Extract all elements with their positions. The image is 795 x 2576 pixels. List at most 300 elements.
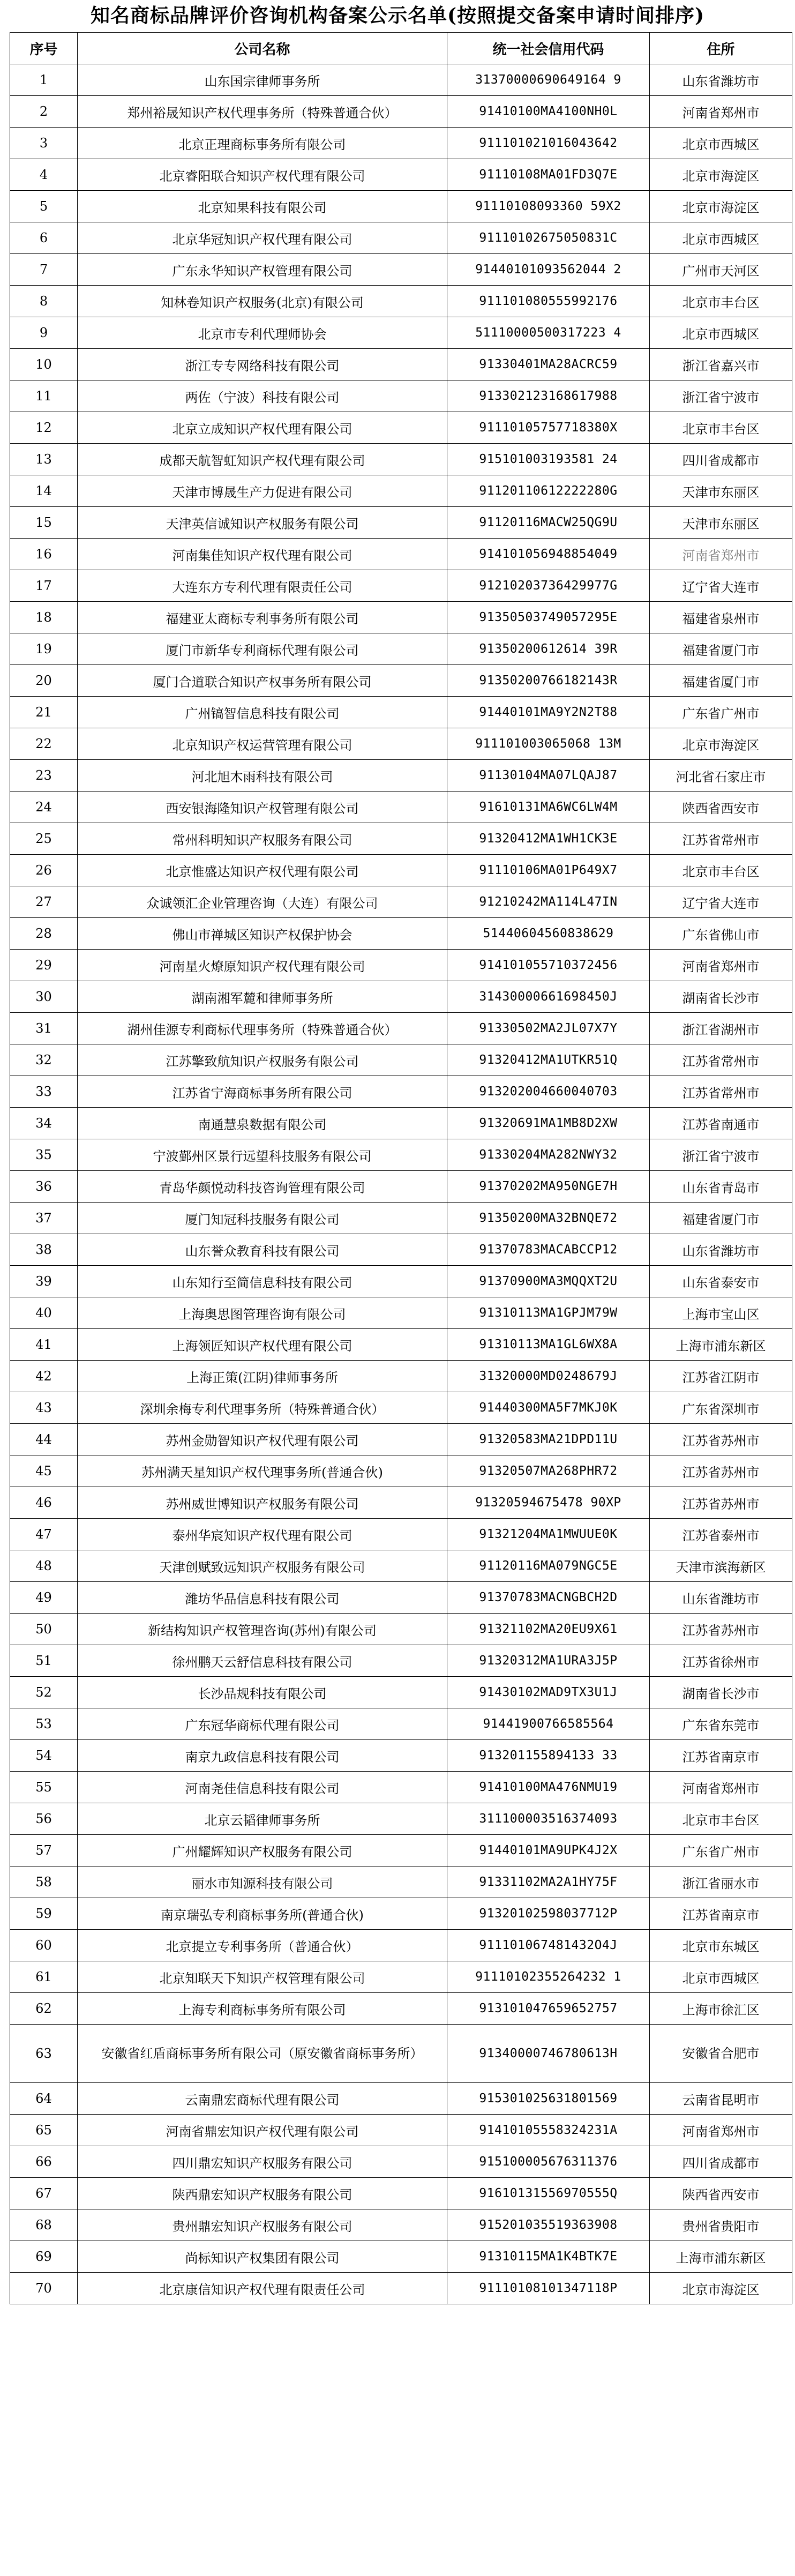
cell-address: 广东省深圳市 xyxy=(650,1392,792,1424)
cell-credit-code: 91320412MA1WH1CK3E xyxy=(447,823,650,855)
cell-address: 湖南省长沙市 xyxy=(650,981,792,1013)
cell-credit-code: 91130104MA07LQAJ87 xyxy=(447,760,650,792)
cell-credit-code: 91320583MA21DPD11U xyxy=(447,1424,650,1455)
cell-credit-code: 91120116MACW25QG9U xyxy=(447,507,650,539)
cell-company-name: 苏州金勋智知识产权代理有限公司 xyxy=(78,1424,447,1455)
cell-no: 17 xyxy=(10,570,78,602)
table-row xyxy=(10,1139,792,1171)
cell-no: 28 xyxy=(10,918,78,950)
cell-credit-code: 91330204MA282NWY32 xyxy=(447,1139,650,1171)
cell-address: 江苏省苏州市 xyxy=(650,1614,792,1645)
cell-no: 25 xyxy=(10,823,78,855)
header-credit-code: 统一社会信用代码 xyxy=(447,33,650,64)
cell-company-name: 河南尧佳信息科技有限公司 xyxy=(78,1772,447,1803)
table-body xyxy=(10,64,792,2304)
cell-address: 山东省潍坊市 xyxy=(650,1582,792,1614)
cell-no: 50 xyxy=(10,1614,78,1645)
registry-table xyxy=(10,32,792,2304)
cell-credit-code: 91430102MAD9TX3U1J xyxy=(447,1677,650,1708)
cell-credit-code: 31370000690649164 9 xyxy=(447,64,650,96)
cell-company-name: 山东誉众教育科技有限公司 xyxy=(78,1234,447,1266)
cell-credit-code: 915100005676311376 xyxy=(447,2146,650,2178)
cell-no: 57 xyxy=(10,1835,78,1866)
cell-credit-code: 91440101MA9Y2N2T88 xyxy=(447,697,650,728)
cell-address: 江苏省苏州市 xyxy=(650,1424,792,1455)
cell-credit-code: 91440101MA9UPK4J2X xyxy=(447,1835,650,1866)
cell-no: 65 xyxy=(10,2115,78,2146)
cell-credit-code: 91370783MACABCCP12 xyxy=(447,1234,650,1266)
cell-no: 63 xyxy=(10,2025,78,2083)
cell-credit-code: 31320000MD0248679J xyxy=(447,1361,650,1392)
cell-company-name: 新结构知识产权管理咨询(苏州)有限公司 xyxy=(78,1614,447,1645)
table-row xyxy=(10,64,792,96)
cell-company-name: 南通慧泉数据有限公司 xyxy=(78,1108,447,1139)
cell-no: 39 xyxy=(10,1266,78,1297)
cell-address: 江苏省南通市 xyxy=(650,1108,792,1139)
cell-credit-code: 913101047659652757 xyxy=(447,1993,650,2025)
cell-company-name: 宁波鄞州区景行远望科技服务有限公司 xyxy=(78,1139,447,1171)
table-row xyxy=(10,222,792,254)
cell-credit-code: 91120116MA079NGC5E xyxy=(447,1550,650,1582)
cell-no: 48 xyxy=(10,1550,78,1582)
cell-address: 江苏省苏州市 xyxy=(650,1455,792,1487)
cell-credit-code: 915101003193581 24 xyxy=(447,444,650,475)
cell-address: 天津市滨海新区 xyxy=(650,1550,792,1582)
cell-no: 33 xyxy=(10,1076,78,1108)
cell-credit-code: 311100003516374093 xyxy=(447,1803,650,1835)
cell-no: 59 xyxy=(10,1898,78,1930)
cell-address: 北京市西城区 xyxy=(650,222,792,254)
cell-no: 52 xyxy=(10,1677,78,1708)
table-row xyxy=(10,475,792,507)
cell-company-name: 浙江专专网络科技有限公司 xyxy=(78,349,447,380)
table-row xyxy=(10,412,792,444)
table-row xyxy=(10,1424,792,1455)
cell-address: 江苏省徐州市 xyxy=(650,1645,792,1677)
cell-address: 北京市东城区 xyxy=(650,1930,792,1961)
cell-company-name: 上海专利商标事务所有限公司 xyxy=(78,1993,447,2025)
cell-address: 北京市海淀区 xyxy=(650,191,792,222)
cell-address: 福建省厦门市 xyxy=(650,665,792,697)
cell-address: 广东省广州市 xyxy=(650,1835,792,1866)
cell-address: 浙江省宁波市 xyxy=(650,380,792,412)
cell-credit-code: 91370900MA3MQQXT2U xyxy=(447,1266,650,1297)
table-row xyxy=(10,823,792,855)
table-row xyxy=(10,159,792,191)
cell-address: 江苏省南京市 xyxy=(650,1740,792,1772)
cell-no: 8 xyxy=(10,286,78,317)
cell-no: 40 xyxy=(10,1297,78,1329)
table-row xyxy=(10,1519,792,1550)
cell-no: 31 xyxy=(10,1013,78,1044)
cell-no: 10 xyxy=(10,349,78,380)
cell-credit-code: 91110105757718380X xyxy=(447,412,650,444)
cell-company-name: 成都天航智虹知识产权代理有限公司 xyxy=(78,444,447,475)
cell-company-name: 潍坊华品信息科技有限公司 xyxy=(78,1582,447,1614)
cell-credit-code: 91440300MA5F7MKJ0K xyxy=(447,1392,650,1424)
cell-company-name: 广州镐智信息科技有限公司 xyxy=(78,697,447,728)
cell-address: 山东省潍坊市 xyxy=(650,1234,792,1266)
cell-address: 广州市天河区 xyxy=(650,254,792,286)
cell-company-name: 厦门合道联合知识产权事务所有限公司 xyxy=(78,665,447,697)
table-row xyxy=(10,1582,792,1614)
cell-credit-code: 91110108093360 59X2 xyxy=(447,191,650,222)
cell-credit-code: 91331102MA2A1HY75F xyxy=(447,1866,650,1898)
cell-address: 江苏省常州市 xyxy=(650,1044,792,1076)
cell-credit-code: 91110108MA01FD3Q7E xyxy=(447,159,650,191)
table-row xyxy=(10,1044,792,1076)
cell-no: 34 xyxy=(10,1108,78,1139)
cell-no: 18 xyxy=(10,602,78,633)
cell-no: 19 xyxy=(10,633,78,665)
table-row xyxy=(10,1708,792,1740)
cell-company-name: 北京知果科技有限公司 xyxy=(78,191,447,222)
table-row xyxy=(10,1898,792,1930)
table-row xyxy=(10,1076,792,1108)
cell-company-name: 北京知识产权运营管理有限公司 xyxy=(78,728,447,760)
cell-no: 58 xyxy=(10,1866,78,1898)
cell-no: 70 xyxy=(10,2273,78,2304)
table-row xyxy=(10,697,792,728)
cell-credit-code: 91320412MA1UTKR51Q xyxy=(447,1044,650,1076)
cell-no: 1 xyxy=(10,64,78,96)
table-row xyxy=(10,2178,792,2209)
table-row xyxy=(10,191,792,222)
table-row xyxy=(10,918,792,950)
cell-company-name: 青岛华颜悦动科技咨询管理有限公司 xyxy=(78,1171,447,1203)
table-row xyxy=(10,286,792,317)
table-row xyxy=(10,950,792,981)
table-row xyxy=(10,1203,792,1234)
table-row xyxy=(10,2209,792,2241)
cell-no: 22 xyxy=(10,728,78,760)
table-header-row xyxy=(10,33,792,64)
cell-address: 北京市丰台区 xyxy=(650,412,792,444)
table-row xyxy=(10,570,792,602)
cell-company-name: 山东国宗律师事务所 xyxy=(78,64,447,96)
cell-no: 35 xyxy=(10,1139,78,1171)
cell-address: 北京市西城区 xyxy=(650,1961,792,1993)
cell-address: 上海市宝山区 xyxy=(650,1297,792,1329)
table-row xyxy=(10,254,792,286)
cell-company-name: 众诚领汇企业管理咨询（大连）有限公司 xyxy=(78,886,447,918)
cell-no: 12 xyxy=(10,412,78,444)
cell-address: 贵州省贵阳市 xyxy=(650,2209,792,2241)
cell-address: 北京市海淀区 xyxy=(650,728,792,760)
cell-company-name: 安徽省红盾商标事务所有限公司（原安徽省商标事务所） xyxy=(78,2025,447,2083)
cell-no: 15 xyxy=(10,507,78,539)
cell-company-name: 江苏擎致航知识产权服务有限公司 xyxy=(78,1044,447,1076)
cell-company-name: 河北旭木雨科技有限公司 xyxy=(78,760,447,792)
cell-credit-code: 91441900766585564 xyxy=(447,1708,650,1740)
cell-no: 60 xyxy=(10,1930,78,1961)
cell-address: 山东省泰安市 xyxy=(650,1266,792,1297)
cell-credit-code: 911101067481432O4J xyxy=(447,1930,650,1961)
cell-company-name: 福建亚太商标专利事务所有限公司 xyxy=(78,602,447,633)
cell-address: 江苏省常州市 xyxy=(650,1076,792,1108)
cell-company-name: 北京正理商标事务所有限公司 xyxy=(78,128,447,159)
cell-company-name: 北京知联天下知识产权管理有限公司 xyxy=(78,1961,447,1993)
table-row xyxy=(10,792,792,823)
cell-company-name: 南京瑞弘专利商标事务所(普通合伙) xyxy=(78,1898,447,1930)
table-row xyxy=(10,1740,792,1772)
cell-credit-code: 91370783MACNGBCH2D xyxy=(447,1582,650,1614)
cell-address: 广东省东莞市 xyxy=(650,1708,792,1740)
cell-credit-code: 51440604560838629 xyxy=(447,918,650,950)
cell-address: 四川省成都市 xyxy=(650,444,792,475)
table-row xyxy=(10,1455,792,1487)
cell-no: 29 xyxy=(10,950,78,981)
cell-company-name: 厦门知冠科技服务有限公司 xyxy=(78,1203,447,1234)
table-row xyxy=(10,1171,792,1203)
cell-company-name: 云南鼎宏商标代理有限公司 xyxy=(78,2083,447,2115)
cell-credit-code: 91310113MA1GL6WX8A xyxy=(447,1329,650,1361)
cell-address: 福建省泉州市 xyxy=(650,602,792,633)
table-row xyxy=(10,507,792,539)
cell-company-name: 北京华冠知识产权代理有限公司 xyxy=(78,222,447,254)
cell-company-name: 上海领匠知识产权代理有限公司 xyxy=(78,1329,447,1361)
cell-no: 46 xyxy=(10,1487,78,1519)
cell-credit-code: 91330401MA28ACRC59 xyxy=(447,349,650,380)
cell-credit-code: 911101080555992176 xyxy=(447,286,650,317)
table-row xyxy=(10,2146,792,2178)
table-row xyxy=(10,444,792,475)
cell-address: 辽宁省大连市 xyxy=(650,570,792,602)
cell-company-name: 丽水市知源科技有限公司 xyxy=(78,1866,447,1898)
table-row xyxy=(10,1266,792,1297)
cell-address: 江苏省南京市 xyxy=(650,1898,792,1930)
cell-no: 9 xyxy=(10,317,78,349)
cell-company-name: 天津创赋致远知识产权服务有限公司 xyxy=(78,1550,447,1582)
cell-address: 河南省郑州市 xyxy=(650,96,792,128)
cell-address: 天津市东丽区 xyxy=(650,507,792,539)
cell-credit-code: 91610131MA6WC6LW4M xyxy=(447,792,650,823)
cell-credit-code: 91410105558324231A xyxy=(447,2115,650,2146)
table-row xyxy=(10,760,792,792)
cell-address: 安徽省合肥市 xyxy=(650,2025,792,2083)
cell-company-name: 广东永华知识产权管理有限公司 xyxy=(78,254,447,286)
cell-no: 27 xyxy=(10,886,78,918)
cell-credit-code: 31430000661698450J xyxy=(447,981,650,1013)
cell-no: 6 xyxy=(10,222,78,254)
table-row xyxy=(10,665,792,697)
table-row xyxy=(10,1550,792,1582)
cell-company-name: 苏州满天星知识产权代理事务所(普通合伙) xyxy=(78,1455,447,1487)
cell-company-name: 北京提立专利事务所（普通合伙） xyxy=(78,1930,447,1961)
cell-company-name: 广东冠华商标代理有限公司 xyxy=(78,1708,447,1740)
cell-company-name: 河南省鼎宏知识产权代理有限公司 xyxy=(78,2115,447,2146)
cell-no: 21 xyxy=(10,697,78,728)
cell-company-name: 徐州鹏天云舒信息科技有限公司 xyxy=(78,1645,447,1677)
cell-credit-code: 91110106MA01P649X7 xyxy=(447,855,650,886)
cell-no: 16 xyxy=(10,539,78,570)
table-row xyxy=(10,539,792,570)
cell-no: 11 xyxy=(10,380,78,412)
cell-credit-code: 91110108101347118P xyxy=(447,2273,650,2304)
table-row xyxy=(10,1866,792,1898)
cell-company-name: 北京康信知识产权代理有限责任公司 xyxy=(78,2273,447,2304)
cell-credit-code: 915301025631801569 xyxy=(447,2083,650,2115)
cell-company-name: 湖南湘军麓和律师事务所 xyxy=(78,981,447,1013)
cell-company-name: 常州科明知识产权服务有限公司 xyxy=(78,823,447,855)
cell-company-name: 贵州鼎宏知识产权服务有限公司 xyxy=(78,2209,447,2241)
cell-address: 北京市西城区 xyxy=(650,128,792,159)
cell-no: 2 xyxy=(10,96,78,128)
cell-company-name: 江苏省宁海商标事务所有限公司 xyxy=(78,1076,447,1108)
table-row xyxy=(10,1108,792,1139)
cell-no: 67 xyxy=(10,2178,78,2209)
cell-company-name: 尚标知识产权集团有限公司 xyxy=(78,2241,447,2273)
cell-company-name: 苏州威世博知识产权服务有限公司 xyxy=(78,1487,447,1519)
cell-credit-code: 913302123168617988 xyxy=(447,380,650,412)
header-address: 住所 xyxy=(650,33,792,64)
cell-no: 26 xyxy=(10,855,78,886)
cell-company-name: 大连东方专利代理有限责任公司 xyxy=(78,570,447,602)
cell-address: 广东省广州市 xyxy=(650,697,792,728)
table-row xyxy=(10,1361,792,1392)
cell-credit-code: 91610131556970555Q xyxy=(447,2178,650,2209)
cell-no: 32 xyxy=(10,1044,78,1076)
cell-no: 43 xyxy=(10,1392,78,1424)
cell-credit-code: 91350200612614 39R xyxy=(447,633,650,665)
cell-address: 河南省郑州市 xyxy=(650,950,792,981)
cell-address: 湖南省长沙市 xyxy=(650,1677,792,1708)
cell-address: 江苏省苏州市 xyxy=(650,1487,792,1519)
cell-no: 20 xyxy=(10,665,78,697)
cell-no: 14 xyxy=(10,475,78,507)
cell-no: 37 xyxy=(10,1203,78,1234)
table-row xyxy=(10,1614,792,1645)
cell-address: 福建省厦门市 xyxy=(650,633,792,665)
table-row xyxy=(10,728,792,760)
table-row xyxy=(10,633,792,665)
cell-no: 68 xyxy=(10,2209,78,2241)
table-row xyxy=(10,1392,792,1424)
cell-company-name: 知林卷知识产权服务(北京)有限公司 xyxy=(78,286,447,317)
cell-address: 北京市海淀区 xyxy=(650,159,792,191)
cell-address: 四川省成都市 xyxy=(650,2146,792,2178)
cell-address: 上海市徐汇区 xyxy=(650,1993,792,2025)
cell-credit-code: 911101003065068 13M xyxy=(447,728,650,760)
cell-no: 36 xyxy=(10,1171,78,1203)
cell-credit-code: 91350200MA32BNQE72 xyxy=(447,1203,650,1234)
table-row xyxy=(10,1961,792,1993)
cell-address: 浙江省湖州市 xyxy=(650,1013,792,1044)
table-row xyxy=(10,981,792,1013)
cell-credit-code: 91321204MA1MWUUE0K xyxy=(447,1519,650,1550)
cell-company-name: 陕西鼎宏知识产权服务有限公司 xyxy=(78,2178,447,2209)
cell-company-name: 上海正策(江阴)律师事务所 xyxy=(78,1361,447,1392)
cell-company-name: 天津英信诚知识产权服务有限公司 xyxy=(78,507,447,539)
cell-company-name: 佛山市禅城区知识产权保护协会 xyxy=(78,918,447,950)
cell-credit-code: 91320507MA268PHR72 xyxy=(447,1455,650,1487)
cell-credit-code: 913201155894133 33 xyxy=(447,1740,650,1772)
cell-credit-code: 91440101093562044 2 xyxy=(447,254,650,286)
cell-company-name: 深圳余梅专利代理事务所（特殊普通合伙） xyxy=(78,1392,447,1424)
table-row xyxy=(10,1487,792,1519)
cell-no: 55 xyxy=(10,1772,78,1803)
table-row xyxy=(10,349,792,380)
cell-no: 62 xyxy=(10,1993,78,2025)
cell-credit-code: 91320312MA1URA3J5P xyxy=(447,1645,650,1677)
cell-no: 49 xyxy=(10,1582,78,1614)
table-row xyxy=(10,1803,792,1835)
cell-company-name: 郑州裕晟知识产权代理事务所（特殊普通合伙） xyxy=(78,96,447,128)
table-row xyxy=(10,1234,792,1266)
cell-company-name: 北京云韬律师事务所 xyxy=(78,1803,447,1835)
cell-credit-code: 51110000500317223 4 xyxy=(447,317,650,349)
table-row xyxy=(10,317,792,349)
table-row xyxy=(10,2025,792,2083)
cell-no: 51 xyxy=(10,1645,78,1677)
cell-address: 北京市西城区 xyxy=(650,317,792,349)
cell-address: 河南省郑州市 xyxy=(650,1772,792,1803)
cell-credit-code: 91120110612222280G xyxy=(447,475,650,507)
table-row xyxy=(10,2083,792,2115)
cell-company-name: 南京九政信息科技有限公司 xyxy=(78,1740,447,1772)
cell-address: 北京市海淀区 xyxy=(650,2273,792,2304)
cell-address: 北京市丰台区 xyxy=(650,855,792,886)
cell-address: 江苏省常州市 xyxy=(650,823,792,855)
cell-address: 辽宁省大连市 xyxy=(650,886,792,918)
cell-company-name: 四川鼎宏知识产权服务有限公司 xyxy=(78,2146,447,2178)
table-row xyxy=(10,1297,792,1329)
table-row xyxy=(10,1329,792,1361)
cell-company-name: 泰州华宸知识产权代理有限公司 xyxy=(78,1519,447,1550)
table-row xyxy=(10,1677,792,1708)
cell-company-name: 北京立成知识产权代理有限公司 xyxy=(78,412,447,444)
header-no: 序号 xyxy=(10,33,78,64)
cell-credit-code: 91320691MA1MB8D2XW xyxy=(447,1108,650,1139)
table-row xyxy=(10,2241,792,2273)
cell-credit-code: 914101055710372456 xyxy=(447,950,650,981)
cell-no: 41 xyxy=(10,1329,78,1361)
cell-company-name: 天津市博晟生产力促进有限公司 xyxy=(78,475,447,507)
cell-credit-code: 911101021016043642 xyxy=(447,128,650,159)
cell-no: 24 xyxy=(10,792,78,823)
cell-address: 江苏省泰州市 xyxy=(650,1519,792,1550)
cell-address: 河南省郑州市 xyxy=(650,539,792,570)
cell-credit-code: 91320102598037712P xyxy=(447,1898,650,1930)
cell-address: 山东省青岛市 xyxy=(650,1171,792,1203)
cell-company-name: 湖州佳源专利商标代理事务所（特殊普通合伙） xyxy=(78,1013,447,1044)
document-title: 知名商标品牌评价咨询机构备案公示名单(按照提交备案申请时间排序) xyxy=(90,4,705,27)
cell-company-name: 两佐（宁波）科技有限公司 xyxy=(78,380,447,412)
cell-no: 38 xyxy=(10,1234,78,1266)
cell-credit-code: 913202004660040703 xyxy=(447,1076,650,1108)
cell-address: 浙江省宁波市 xyxy=(650,1139,792,1171)
cell-no: 4 xyxy=(10,159,78,191)
cell-credit-code: 914101056948854049 xyxy=(447,539,650,570)
cell-credit-code: 91370202MA950NGE7H xyxy=(447,1171,650,1203)
cell-address: 浙江省嘉兴市 xyxy=(650,349,792,380)
cell-credit-code: 91350200766182143R xyxy=(447,665,650,697)
cell-credit-code: 91410100MA476NMU19 xyxy=(447,1772,650,1803)
cell-credit-code: 91210203736429977G xyxy=(447,570,650,602)
cell-address: 广东省佛山市 xyxy=(650,918,792,950)
table-row xyxy=(10,602,792,633)
cell-company-name: 北京惟盛达知识产权代理有限公司 xyxy=(78,855,447,886)
cell-no: 7 xyxy=(10,254,78,286)
cell-credit-code: 91320594675478 90XP xyxy=(447,1487,650,1519)
cell-credit-code: 91310115MA1K4BTK7E xyxy=(447,2241,650,2273)
table-row xyxy=(10,1930,792,1961)
table-row xyxy=(10,2273,792,2304)
cell-address: 河北省石家庄市 xyxy=(650,760,792,792)
cell-company-name: 广州耀辉知识产权服务有限公司 xyxy=(78,1835,447,1866)
cell-address: 上海市浦东新区 xyxy=(650,2241,792,2273)
table-row xyxy=(10,96,792,128)
